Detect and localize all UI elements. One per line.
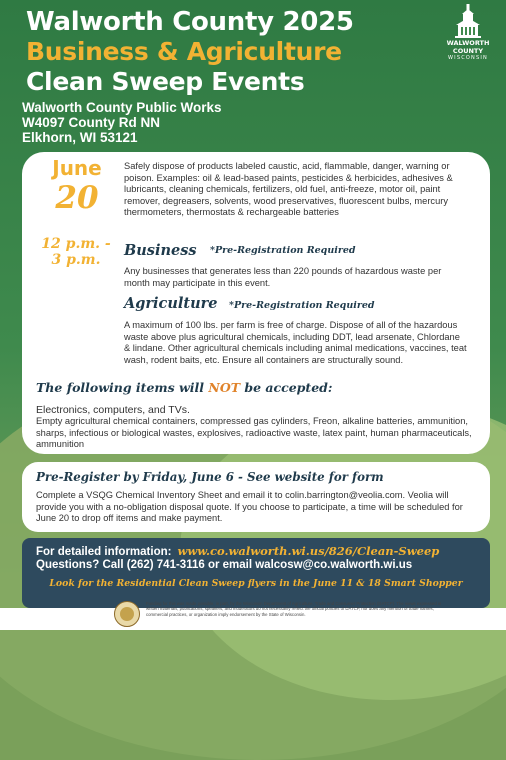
preregister-text: Complete a VSQG Chemical Inventory Sheet and email it to colin.barrington@veolia.com. Veolia will provide you with a no-obligation disposal quote. If you choose to participate, a time will be scheduled for June 20 to drop off items and make payment. [36,490,463,524]
agriculture-heading: Agriculture [124,295,218,312]
event-time-end: 3 p.m. [51,252,101,268]
county-logo [432,4,504,64]
agriculture-text: A maximum of 100 lbs. per farm is free of charge. Dispose of all of the hazardous waste above plus agricultural chemicals, including DDT, lead arsenate, Chlordane & lindane. Other agricultural chemicals including animal medications, vaccines, teat wash, rodent baits, etc. Ensure all containers are structurally sound. [124,320,467,365]
preregister-heading: Pre-Register by Friday, June 6 - See website for form [36,470,384,484]
not-accepted-line-1: Electronics, computers, and TVs. [36,404,190,416]
agriculture-requirement: *Pre-Registration Required [229,300,375,311]
address-line-2: W4097 County Rd NN [22,115,161,130]
info-flyer-note: Look for the Residential Clean Sweep flyers in the June 11 & 18 Smart Shopper [49,578,463,589]
address-line-3: Elkhorn, WI 53121 [22,130,138,145]
event-time [28,236,124,268]
address [22,100,222,145]
event-month: June [52,156,102,180]
logo-name: WALWORTH COUNTY [446,39,490,55]
not-accepted-heading-not: NOT [208,380,241,395]
not-accepted-heading [36,380,333,395]
not-accepted-heading-post: be accepted: [240,380,333,395]
title-line-3: Clean Sweep Events [26,67,305,96]
address-line-1: Walworth County Public Works [22,100,222,115]
business-text: Any businesses that generates less than 220 pounds of hazardous waste per month may participate in this event. [124,266,442,288]
event-day: 20 [55,180,99,216]
footer-funding-text: Funding for this was made possible, in part, by the Wisconsin Department of Agriculture, Trade and Consumer Protection (DATCP). The views expressed in written materials, publications, speakers, and moderators do not necessarily reflect the official policies of DATCP, nor does any mention of trade names, commercial practices, or organization imply endorsement by the State of Wisconsin. [146,601,442,617]
not-accepted-heading-pre: The following items will [36,380,209,395]
courthouse-icon [455,4,481,38]
state-seal-icon [114,601,140,627]
info-label: For detailed information: [36,546,172,558]
info-url-link[interactable]: www.co.walworth.wi.us/826/Clean-Sweep [177,544,440,558]
info-contact: Questions? Call (262) 741-3116 or email walcosw@co.walworth.wi.us [36,559,413,571]
intro-text: Safely dispose of products labeled caustic, acid, flammable, danger, warning or poison. Examples: oil & lead-based paints, pesticides & herbicides, adhesives & lubricants, cleaning chemicals, fertilizers, old fuel, anti-freeze, motor oil, paint remover, degreasers, solvents, wood preservatives, fluorescent bulbs, mercury thermometers, thermostats & rechargeable batteries [124,161,453,218]
business-heading: Business [124,242,197,259]
logo-state: WISCONSIN [448,55,488,61]
event-time-start: 12 p.m. - [41,236,111,252]
title-line-2: Business & Agriculture [26,37,342,66]
not-accepted-line-2: Empty agricultural chemical containers, compressed gas cylinders, Freon, alkaline batteries, ammunition, sharps, infectious or biological wastes, explosives, radioactive waste, latex paint, human pharmaceuticals, ammunition [36,416,472,450]
business-requirement: *Pre-Registration Required [210,245,356,256]
title-line-1: Walworth County 2025 [26,7,354,37]
info-line-1 [36,544,439,559]
